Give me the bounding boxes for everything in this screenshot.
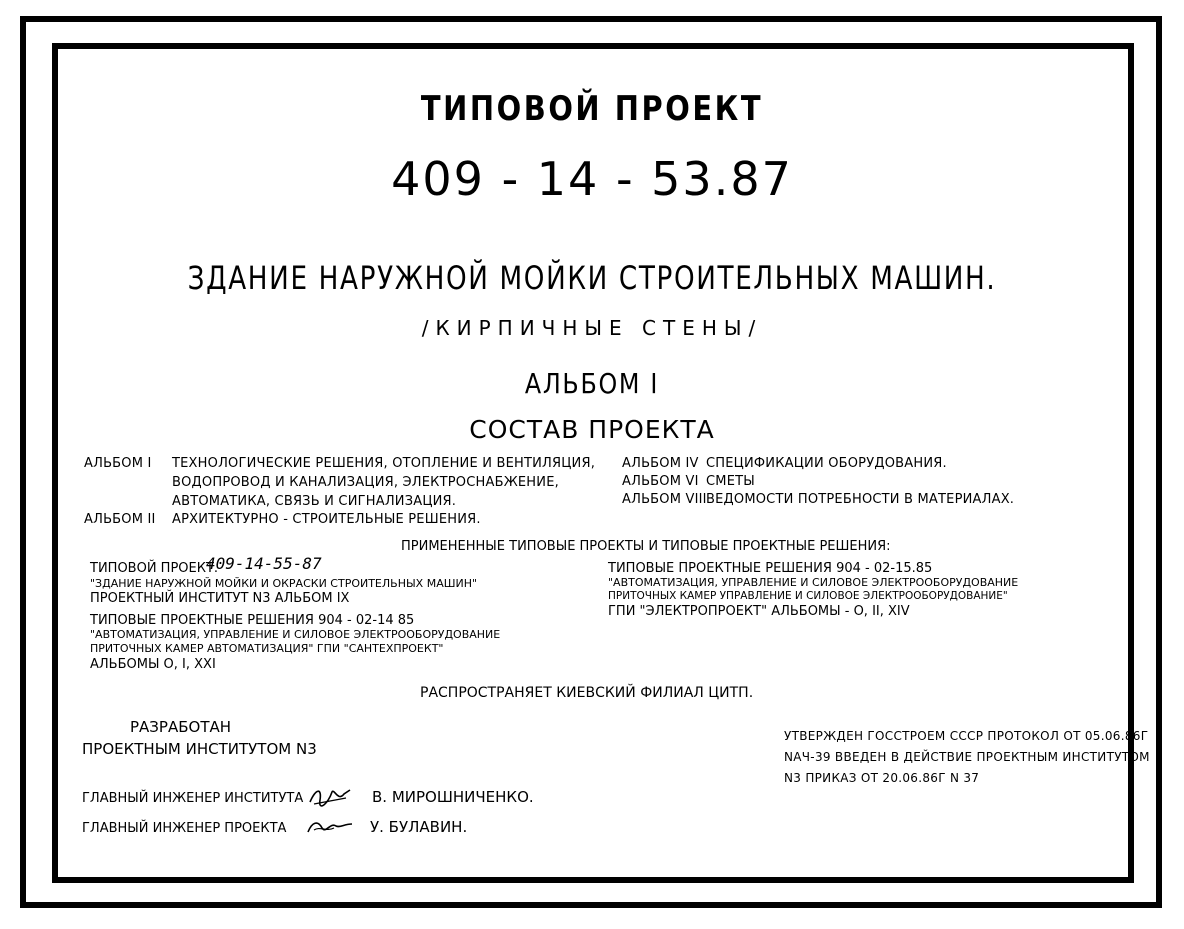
album-label: АЛЬБОМ VI	[622, 474, 699, 489]
signatory-role: ГЛАВНЫЙ ИНЖЕНЕР ПРОЕКТА	[82, 821, 287, 836]
signature-image	[304, 814, 356, 838]
project-number: 409 - 14 - 53.87	[391, 152, 793, 206]
album-description: ВЕДОМОСТИ ПОТРЕБНОСТИ В МАТЕРИАЛАХ.	[706, 492, 1015, 507]
composition-title: СОСТАВ ПРОЕКТА	[469, 415, 715, 444]
album-label: АЛЬБОМ IV	[622, 456, 699, 471]
applied-solution-line: АЛЬБОМЫ О, I, XXI	[90, 657, 216, 672]
album-label: АЛЬБОМ I	[84, 456, 152, 471]
album-label: АЛЬБОМ VIII	[622, 492, 707, 507]
project-subtitle: /КИРПИЧНЫЕ СТЕНЫ/	[421, 316, 763, 340]
album-description: СМЕТЫ	[706, 474, 755, 489]
album-title: АЛЬБОМ I	[524, 367, 660, 400]
approval-line: NАЧ-39 ВВЕДЕН В ДЕЙСТВИЕ ПРОЕКТНЫМ ИНСТИТУТОМ	[784, 750, 1150, 764]
signature-image	[306, 784, 354, 808]
signatory-name: У. БУЛАВИН.	[370, 818, 468, 836]
applied-solutions-title: ПРИМЕНЕННЫЕ ТИПОВЫЕ ПРОЕКТЫ И ТИПОВЫЕ ПРОЕКТНЫЕ РЕШЕНИЯ:	[401, 539, 891, 554]
album-description-line: ТЕХНОЛОГИЧЕСКИЕ РЕШЕНИЯ, ОТОПЛЕНИЕ И ВЕНТИЛЯЦИЯ,	[172, 456, 596, 471]
applied-solution-line: ПРИТОЧНЫХ КАМЕР АВТОМАТИЗАЦИЯ" ГПИ "САНТЕХПРОЕКТ"	[90, 642, 444, 655]
developer-institute: ПРОЕКТНЫМ ИНСТИТУТОМ N3	[82, 740, 317, 758]
applied-solution-line: "АВТОМАТИЗАЦИЯ, УПРАВЛЕНИЕ И СИЛОВОЕ ЭЛЕКТРООБОРУДОВАНИЕ	[90, 628, 501, 641]
applied-solution-line: "АВТОМАТИЗАЦИЯ, УПРАВЛЕНИЕ И СИЛОВОЕ ЭЛЕКТРООБОРУДОВАНИЕ	[608, 576, 1019, 589]
applied-project-line: "ЗДАНИЕ НАРУЖНОЙ МОЙКИ И ОКРАСКИ СТРОИТЕЛЬНЫХ МАШИН"	[90, 577, 478, 590]
album-description-line: ВОДОПРОВОД И КАНАЛИЗАЦИЯ, ЭЛЕКТРОСНАБЖЕНИЕ,	[172, 475, 559, 490]
approval-line: УТВЕРЖДЕН ГОССТРОЕМ СССР ПРОТОКОЛ ОТ 05.06.86Г	[784, 729, 1149, 743]
album-description: СПЕЦИФИКАЦИИ ОБОРУДОВАНИЯ.	[706, 456, 947, 471]
approval-line: N3 ПРИКАЗ ОТ 20.06.86Г N 37	[784, 771, 980, 785]
distributor-note: РАСПРОСТРАНЯЕТ КИЕВСКИЙ ФИЛИАЛ ЦИТП.	[420, 685, 754, 701]
album-description-line: АРХИТЕКТУРНО - СТРОИТЕЛЬНЫЕ РЕШЕНИЯ.	[172, 512, 481, 527]
project-title: ЗДАНИЕ НАРУЖНОЙ МОЙКИ СТРОИТЕЛЬНЫХ МАШИН.	[187, 259, 997, 297]
developer-label: РАЗРАБОТАН	[130, 718, 232, 736]
applied-solution-line: ГПИ "ЭЛЕКТРОПРОЕКТ" АЛЬБОМЫ - О, II, XIV	[608, 604, 910, 619]
applied-solution-line: ТИПОВЫЕ ПРОЕКТНЫЕ РЕШЕНИЯ 904 - 02-15.85	[608, 561, 933, 576]
applied-project-line: ПРОЕКТНЫЙ ИНСТИТУТ N3 АЛЬБОМ IX	[90, 591, 350, 606]
applied-project-number: 409-14-55-87	[206, 554, 322, 573]
doc-type-title: ТИПОВОЙ ПРОЕКТ	[420, 89, 764, 129]
album-label: АЛЬБОМ II	[84, 512, 156, 527]
applied-project-prefix: ТИПОВОЙ ПРОЕКТ.	[90, 561, 219, 576]
album-description-line: АВТОМАТИКА, СВЯЗЬ И СИГНАЛИЗАЦИЯ.	[172, 494, 457, 509]
applied-solution-line: ПРИТОЧНЫХ КАМЕР УПРАВЛЕНИЕ И СИЛОВОЕ ЭЛЕКТРООБОРУДОВАНИЕ"	[608, 590, 1008, 602]
signatory-name: В. МИРОШНИЧЕНКО.	[372, 788, 534, 806]
applied-solution-line: ТИПОВЫЕ ПРОЕКТНЫЕ РЕШЕНИЯ 904 - 02-14 85	[90, 613, 415, 628]
signatory-role: ГЛАВНЫЙ ИНЖЕНЕР ИНСТИТУТА	[82, 791, 304, 806]
